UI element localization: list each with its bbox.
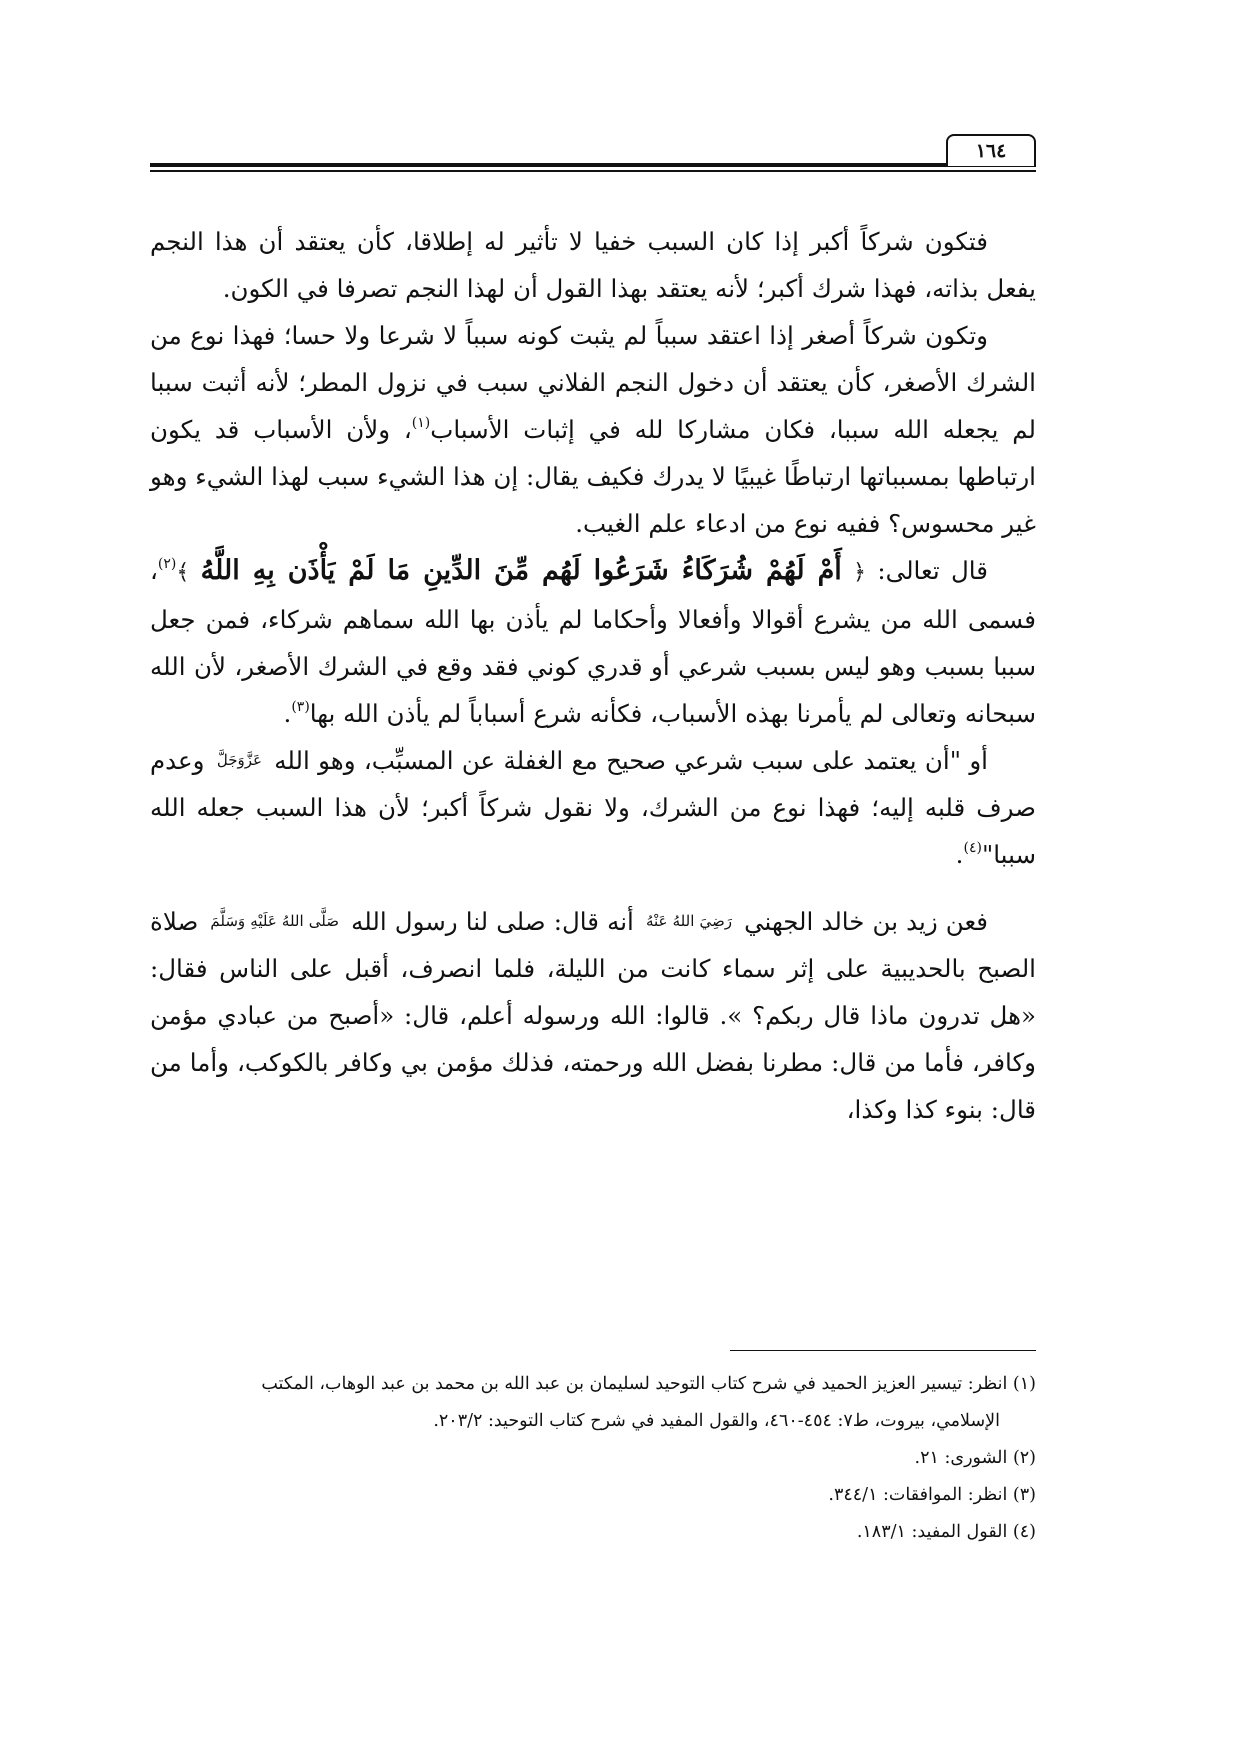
page-number: ١٦٤ [946, 134, 1036, 166]
paragraph-text: وعدم صرف قلبه إليه؛ فهذا نوع من الشرك، ولا نقول شركاً أكبر؛ لأن هذا السبب جعله الله سببا" [150, 746, 1036, 869]
paragraph-text: أو "أن يعتمد على سبب شرعي صحيح مع الغفلة عن المسبِّب، وهو الله [265, 746, 988, 775]
paragraph-text: ، فسمى الله من يشرع أقوالا وأفعالا وأحكاما لم يأذن بها الله سماهم شركاء، فمن جعل سببا بسبب وهو ليس بسبب شرعي أو قدري كوني فقد وقع في الشرك الأصغر، لأن الله سبحانه وتعالى لم يأمرنا بهذه الأسباب، فكأنه شرع أسباباً لم يأذن الله بها [150, 556, 1036, 728]
header-rule-thick [150, 163, 1036, 167]
main-text-body [150, 218, 1036, 1133]
page-header [150, 128, 1036, 178]
verse-open-bracket: ﴿ [853, 560, 867, 585]
honorific-glyph: رَضِيَ اللهُ عَنْهُ [645, 912, 732, 930]
paragraph-end: . [283, 699, 292, 728]
honorific-glyph: عَزَّوَجَلَّ [216, 751, 262, 769]
footnote-ref-1[interactable]: (١) [411, 415, 431, 431]
paragraph-text: فعن زيد بن خالد الجهني [735, 907, 988, 936]
paragraph-verse [150, 547, 1036, 737]
paragraph-end: . [955, 840, 964, 869]
footnote-ref-2[interactable]: (٢) [157, 556, 177, 572]
footnotes [150, 1366, 1036, 1551]
verse-intro: قال تعالى: [866, 556, 988, 585]
paragraph-hadith [150, 898, 1036, 1133]
footnote-3: (٣) انظر: الموافقات: ٣٤٤/١. [828, 1485, 1036, 1505]
honorific-glyph: صَلَّى اللهُ عَلَيْهِ وَسَلَّمَ [210, 912, 339, 930]
footnote-2: (٢) الشورى: ٢١. [914, 1448, 1036, 1468]
header-rule-thin [150, 170, 1036, 172]
verse-close-bracket: ﴾ [176, 560, 190, 585]
paragraph-minor-shirk [150, 312, 1036, 547]
footnote-1-continuation: الإسلامي، بيروت، ط٧: ٤٥٤-٤٦٠، والقول المفيد في شرح كتاب التوحيد: ٢٠٣/٢. [433, 1411, 1000, 1431]
paragraph-major-shirk: فتكون شركاً أكبر إذا كان السبب خفيا لا تأثير له إطلاقا، كأن يعتقد أن هذا النجم يفعل بذاته، فهذا شرك أكبر؛ لأنه يعتقد بهذا القول أن لهذا النجم تصرفا في الكون. [150, 227, 1036, 303]
paragraph-text: وتكون شركاً أصغر إذا اعتقد سبباً لم يثبت كونه سبباً لا شرعا ولا حسا؛ فهذا نوع من الشرك الأصغر، كأن يعتقد أن دخول النجم الفلاني سبب في نزول المطر؛ لأنه أثبت سببا لم يجعله الله سببا، فكان مشاركا لله في إثبات الأسباب [150, 321, 1036, 444]
paragraph-text: أنه قال: صلى لنا رسول الله [342, 907, 642, 936]
footnote-4: (٤) القول المفيد: ١٨٣/١. [856, 1522, 1036, 1542]
footnote-ref-3[interactable]: (٣) [291, 699, 310, 715]
footnote-1: (١) انظر: تيسير العزيز الحميد في شرح كتاب التوحيد لسليمان بن عبد الله بن محمد بن عبد الوهاب، المكتب [261, 1374, 1036, 1394]
paragraph-text: صلاة الصبح بالحديبية على إثر سماء كانت من الليلة، فلما انصرف، أقبل على الناس فقال: «هل تدرون ماذا قال ربكم؟ ». قالوا: الله ورسوله أعلم، قال: «أصبح من عبادي مؤمن وكافر، فأما من قال: مطرنا بفضل الله ورحمته، فذلك مؤمن بي وكافر بالكوكب، وأما من قال: بنوء كذا وكذا، [150, 907, 1036, 1124]
paragraph-reliance [150, 737, 1036, 878]
quran-verse: أَمْ لَهُمْ شُرَكَاءُ شَرَعُوا لَهُم مِّنَ الدِّينِ مَا لَمْ يَأْذَن بِهِ اللَّهُ [200, 555, 842, 586]
footnote-ref-4[interactable]: (٤) [963, 840, 982, 856]
footnote-separator [730, 1350, 1036, 1351]
paragraph-text: ، ولأن الأسباب قد يكون ارتباطها بمسبباتها ارتباطًا غيبيًا لا يدرك فكيف يقال: إن هذا الشيء سبب لهذا الشيء وهو غير محسوس؟ ففيه نوع من ادعاء علم الغيب. [150, 415, 1036, 538]
